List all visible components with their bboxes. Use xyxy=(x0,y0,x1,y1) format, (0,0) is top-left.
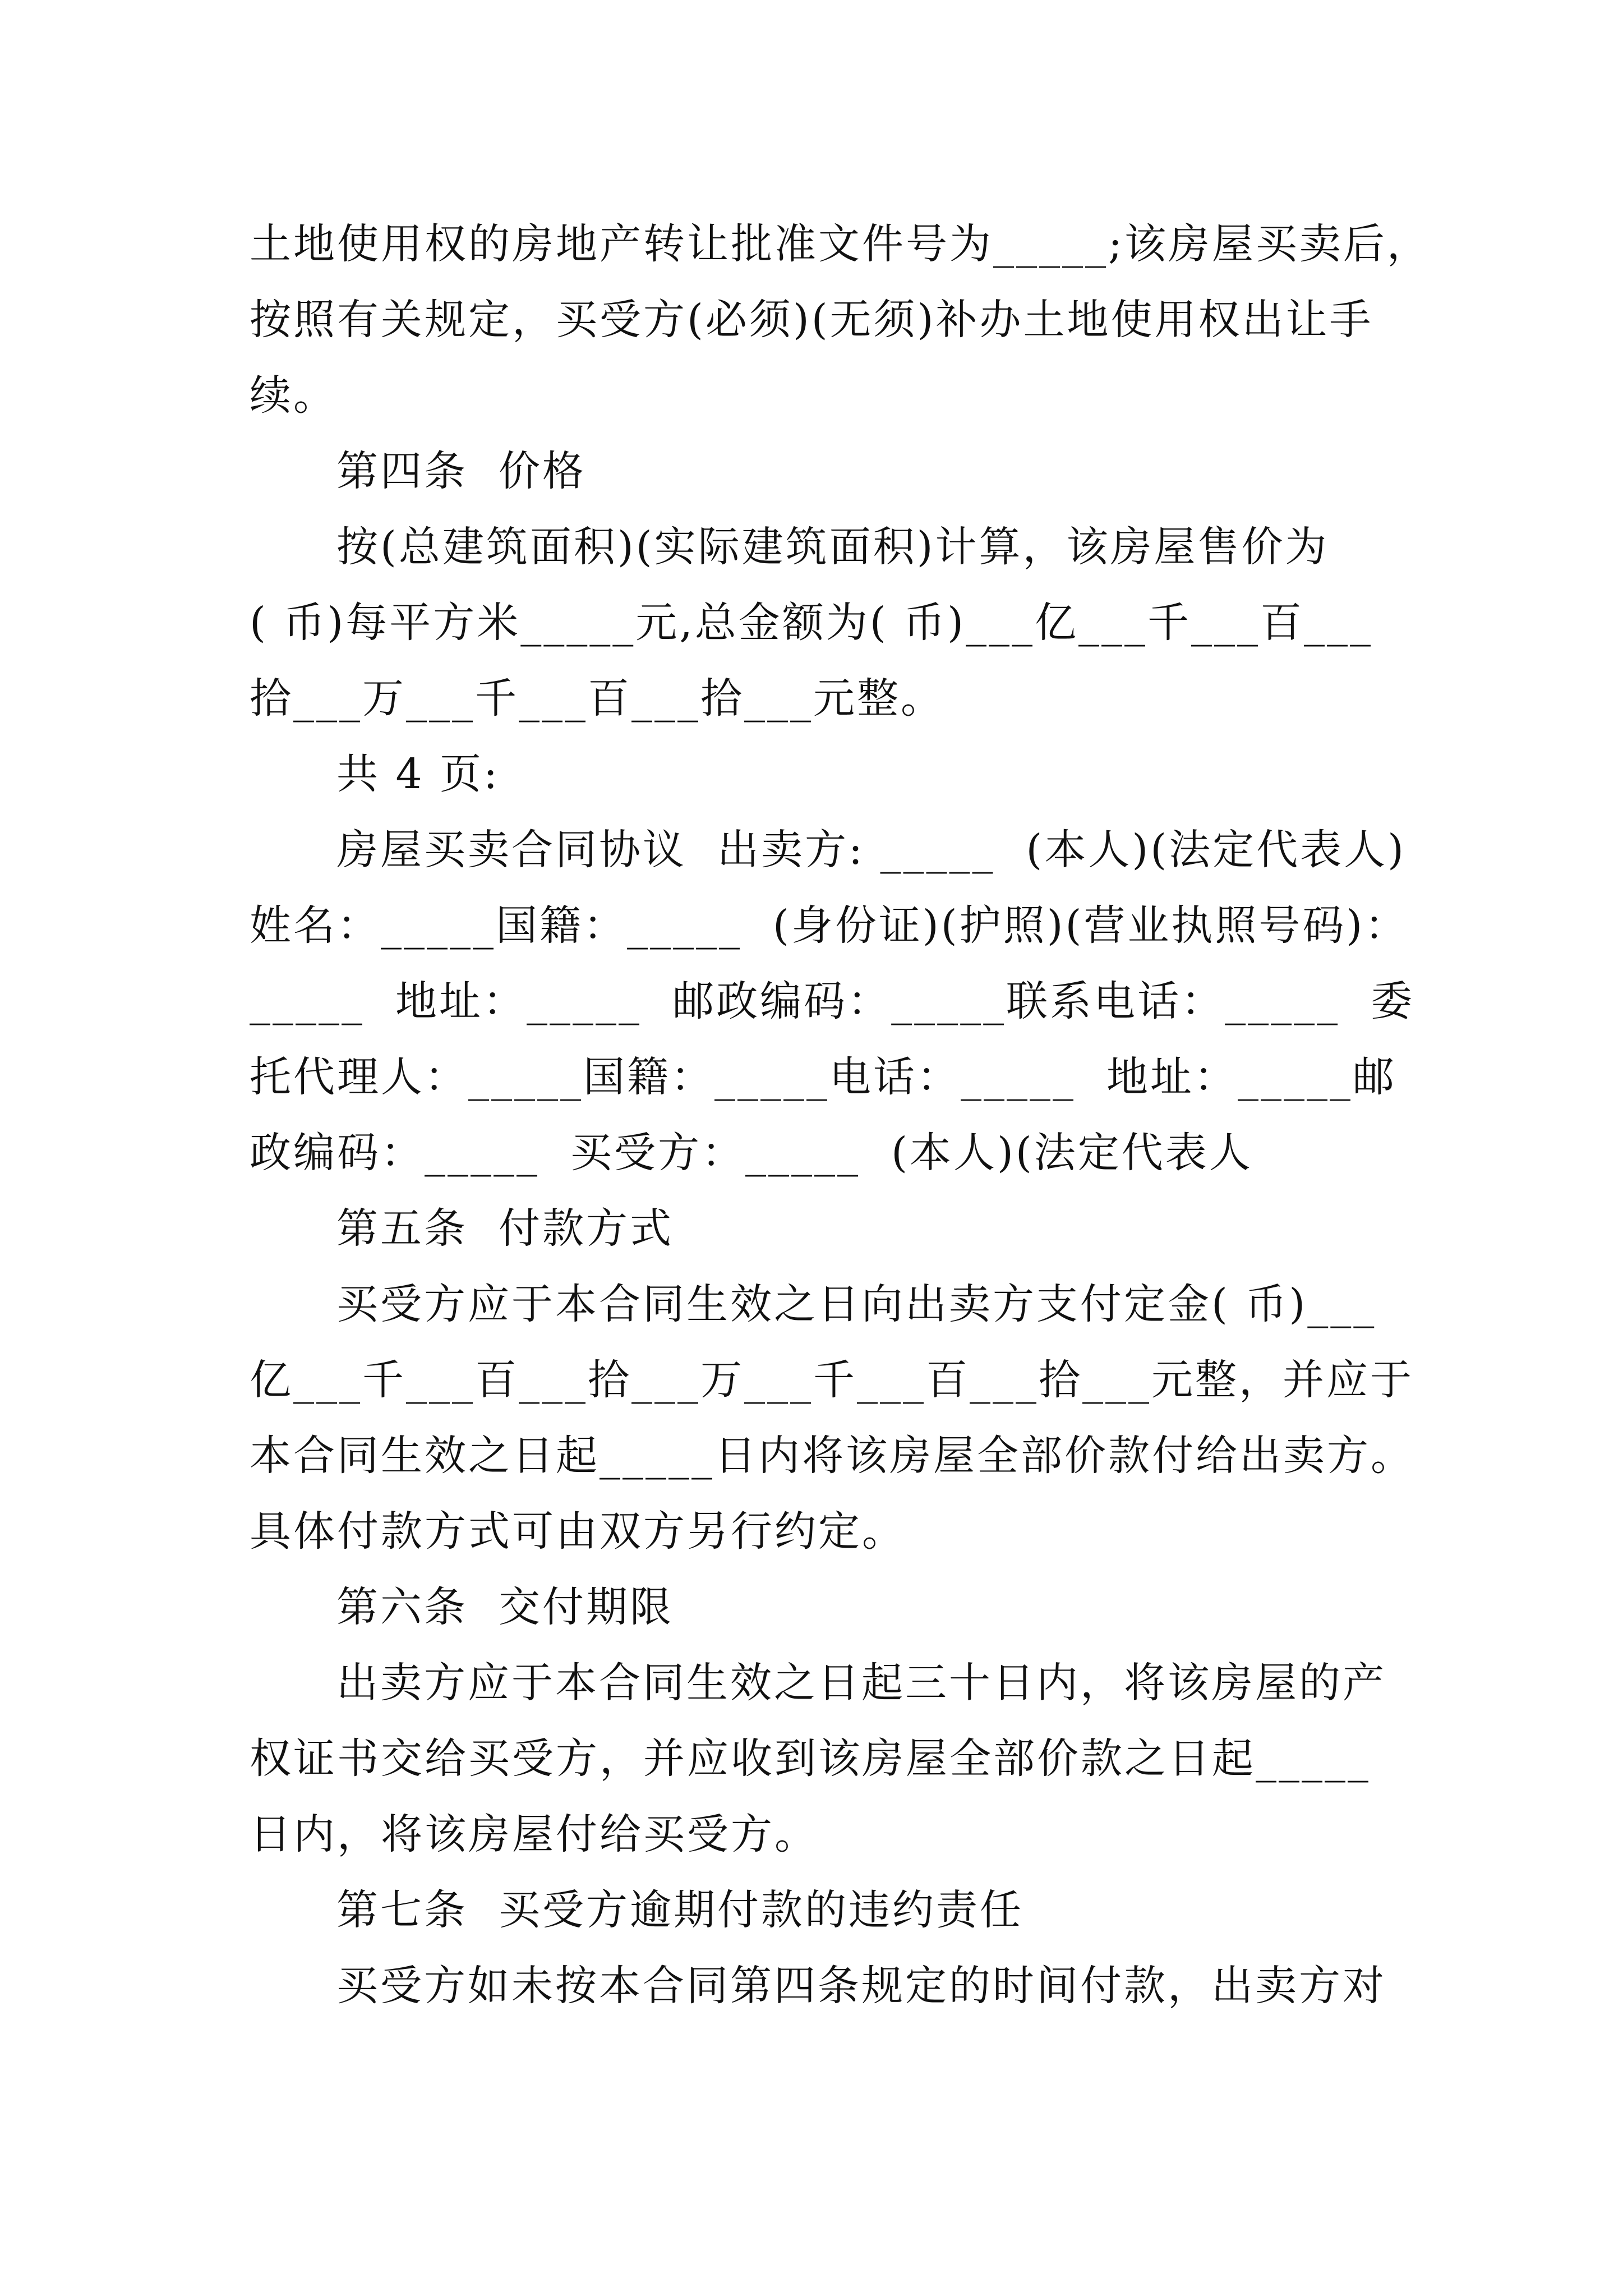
article-heading: 第六条 交付期限 xyxy=(336,1583,674,1631)
text-line: 托代理人：_____国籍：_____电话：_____ 地址：_____邮 xyxy=(250,1053,1397,1101)
text-line: 姓名：_____国籍：_____ (身份证)(护照)(营业执照号码)： xyxy=(250,901,1409,950)
text-line: 按照有关规定，买受方(必须)(无须)补办土地使用权出让手 xyxy=(250,296,1373,344)
text-line: 续。 xyxy=(250,371,337,420)
text-line: 拾___万___千___百___拾___元整。 xyxy=(250,674,944,723)
text-line: 政编码：_____ 买受方：_____ (本人)(法定代表人 xyxy=(250,1129,1253,1177)
article-heading: 第七条 买受方逾期付款的违约责任 xyxy=(336,1886,1024,1934)
text-line: 土地使用权的房地产转让批准文件号为_____;该房屋买卖后， xyxy=(250,220,1431,268)
text-line: 买受方如未按本合同第四条规定的时间付款，出卖方对 xyxy=(336,1962,1386,2010)
text-line: 权证书交给买受方，并应收到该房屋全部价款之日起_____ xyxy=(250,1734,1371,1783)
text-line: 按(总建筑面积)(实际建筑面积)计算，该房屋售价为 xyxy=(336,523,1329,571)
text-line: 具体付款方式可由双方另行约定。 xyxy=(250,1507,906,1556)
page-count-note: 共 4 页: xyxy=(336,750,500,798)
text-line: 房屋买卖合同协议 出卖方: _____ (本人)(法定代表人) xyxy=(336,826,1407,874)
text-line: 买受方应于本合同生效之日向出卖方支付定金( 币)___ xyxy=(336,1280,1377,1328)
text-line: 亿___千___百___拾___万___千___百___拾___元整，并应于 xyxy=(250,1356,1414,1404)
text-line: _____ 地址：_____ 邮政编码：_____联系电话：_____ 委 xyxy=(250,977,1415,1025)
text-line: 出卖方应于本合同生效之日起三十日内，将该房屋的产 xyxy=(336,1659,1386,1707)
article-heading: 第四条 价格 xyxy=(336,447,587,495)
text-line: 本合同生效之日起_____日内将该房屋全部价款付给出卖方。 xyxy=(250,1432,1414,1480)
article-heading: 第五条 付款方式 xyxy=(336,1204,674,1253)
text-line: 日内，将该房屋付给买受方。 xyxy=(250,1810,818,1858)
text-line: ( 币)每平方米_____元,总金额为( 币)___亿___千___百___ xyxy=(250,599,1373,647)
